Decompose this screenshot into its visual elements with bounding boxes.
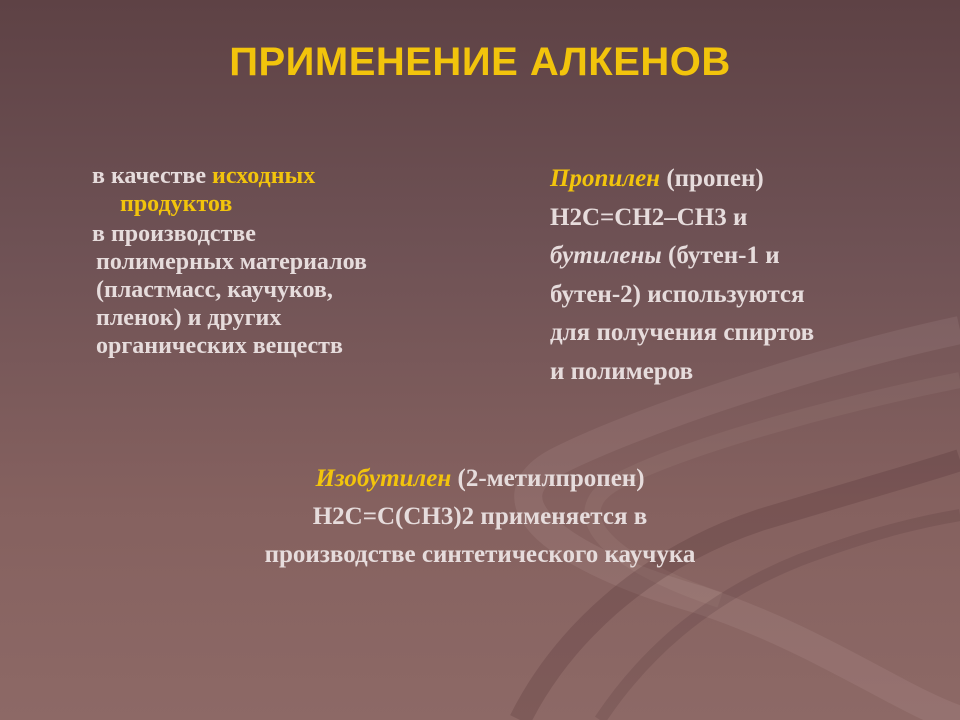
right-line-1 — [550, 160, 930, 199]
left-p1-prefix: в качестве — [92, 163, 212, 189]
page-title: ПРИМЕНЕНИЕ АЛКЕНОВ — [229, 40, 731, 84]
term-isobutylene: Изобутилен — [315, 465, 452, 492]
left-p1-highlight-a: исходных — [212, 163, 316, 189]
left-p2-line1: в производстве — [92, 221, 256, 247]
bottom-line-3: производстве синтетического каучука — [264, 541, 696, 568]
left-p2-line4: пленок) и других — [96, 305, 282, 331]
term-propylene-rest: (пропен) — [660, 165, 764, 192]
left-p1-highlight-b: продуктов — [120, 191, 233, 217]
left-paragraph-1 — [92, 162, 422, 190]
term-butylenes-rest: (бутен-1 и — [661, 242, 780, 269]
right-line-3 — [550, 237, 930, 276]
bottom-line-1 — [0, 460, 960, 498]
left-p2-line2: полимерных материалов — [96, 249, 367, 275]
right-column — [550, 160, 930, 391]
left-column — [92, 162, 422, 360]
right-line-6: и полимеров — [550, 357, 694, 385]
term-propylene: Пропилен — [550, 165, 661, 192]
term-butylenes: бутилены — [550, 242, 662, 269]
right-line-5: для получения спиртов — [550, 319, 815, 346]
left-p2-line3: (пластмасс, каучуков, — [96, 277, 333, 303]
right-line-4: бутен-2) используются — [550, 280, 805, 308]
bottom-block — [0, 460, 960, 574]
term-isobutylene-rest: (2-метилпропен) — [451, 465, 645, 492]
bottom-line-2: H2C=C(CH3)2 применяется в — [312, 503, 648, 530]
right-formula-1: H2C=CH2–CH3 и — [550, 203, 748, 231]
left-p2-line5: органических веществ — [96, 333, 343, 359]
